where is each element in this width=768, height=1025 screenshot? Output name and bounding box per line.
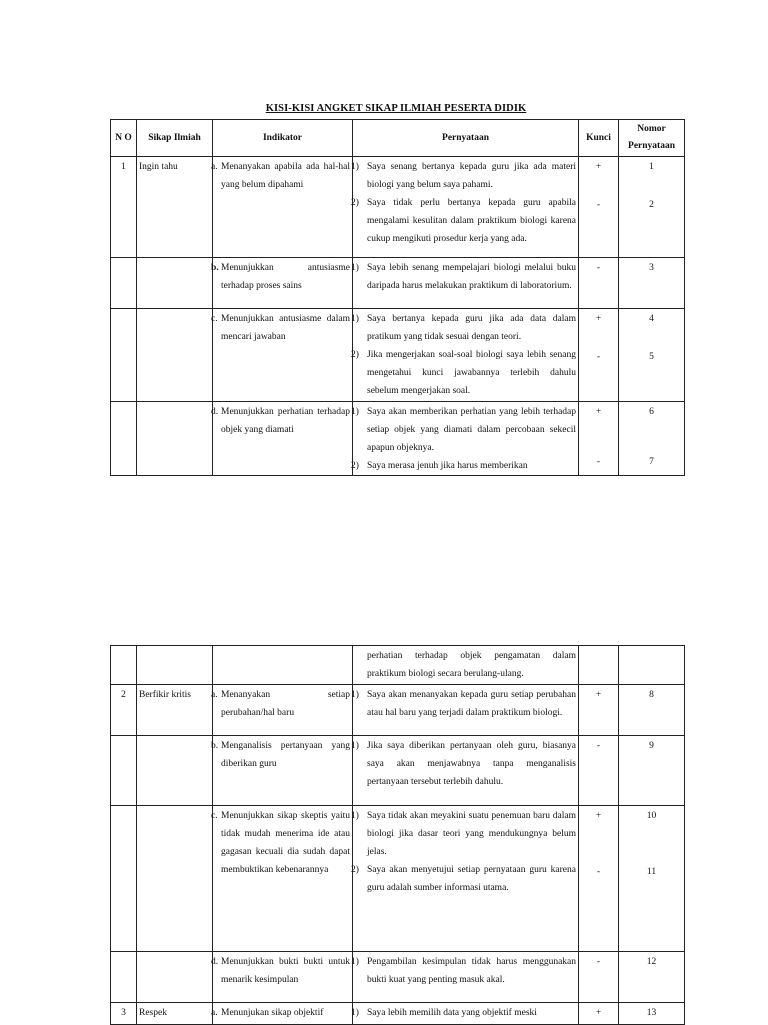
nomor-value: 13 [646, 1008, 657, 1018]
indikator-cell [213, 806, 353, 952]
kisi-table-part-1 [110, 119, 685, 476]
header-indikator: Indikator [213, 120, 353, 157]
header-sikap-ilmiah: Sikap Ilmiah [137, 120, 213, 157]
pernyataan-cell [353, 736, 579, 806]
indikator-text: Menunjukkan antusiasme terhadap proses sains [221, 263, 350, 291]
table-row [111, 646, 685, 685]
sikap-ilmiah: Berfikir kritis [137, 685, 213, 736]
kunci-value: - [596, 457, 601, 467]
statement-number: 1) [351, 162, 359, 172]
table-row [111, 402, 685, 476]
header-nomor-pernyataan: Nomor Pernyataan [619, 120, 685, 157]
statement-text: Saya tidak akan meyakini suatu penemuan baru dalam biologi jika dasar teori yang mendukungnya belum jelas. [367, 811, 576, 857]
nomor-value: 11 [646, 867, 657, 877]
pernyataan-cell [353, 258, 579, 309]
sikap-ilmiah: Ingin tahu [137, 157, 213, 258]
nomor-value: 4 [649, 314, 654, 324]
kunci-cell [579, 806, 619, 952]
statement-number: 2) [351, 865, 359, 875]
kunci-value: + [595, 1008, 602, 1018]
kunci-value: + [595, 811, 602, 821]
nomor-cell [619, 806, 685, 952]
statement-text: Saya lebih memilih data yang objektif meski [367, 1008, 537, 1018]
row-number: 1 [111, 157, 137, 258]
statement-text: Saya akan memberikan perhatian yang lebih terhadap setiap objek yang diamati dalam percobaan sekecil apapun objeknya. [367, 407, 576, 453]
indikator-text: Menunjukkan sikap skeptis yaitu tidak mudah menerima ide atau gagasan kecuali dia sudah dapat membuktikan kebenarannya [221, 811, 350, 875]
kunci-value: + [595, 314, 602, 324]
statement-number: 1) [351, 957, 359, 967]
statement-number: 2) [351, 461, 359, 471]
table-row [111, 309, 685, 402]
statement-number: 1) [351, 811, 359, 821]
kunci-value: - [596, 200, 601, 210]
header-row [111, 120, 685, 157]
indikator-text: Menunjukkan perhatian terhadap objek yang diamati [221, 407, 350, 435]
kunci-cell [579, 1003, 619, 1025]
nomor-cell [619, 685, 685, 736]
statement-text: Saya akan menyetujui setiap pernyataan guru karena guru adalah sumber informasi utama. [367, 865, 576, 893]
statement-text: Saya tidak perlu bertanya kepada guru apabila mengalami kesulitan dalam praktikum biologi karena cukup mengikuti prosedur kerja yang ada. [367, 198, 576, 244]
kunci-value: - [596, 867, 601, 877]
kunci-cell [579, 952, 619, 1003]
kunci-value: - [596, 957, 601, 967]
pernyataan-cell [353, 157, 579, 258]
indikator-letter: c. [211, 314, 218, 324]
indikator-cell [213, 685, 353, 736]
indikator-cell [213, 1003, 353, 1025]
kunci-cell [579, 309, 619, 402]
statement-number: 2) [351, 350, 359, 360]
statement-number: 1) [351, 1008, 359, 1018]
nomor-value: 12 [646, 957, 657, 967]
statement-text: perhatian terhadap objek pengamatan dalam praktikum biologi secara berulang-ulang. [367, 651, 576, 679]
nomor-value: 8 [649, 690, 654, 700]
kunci-cell [579, 402, 619, 476]
kunci-cell [579, 258, 619, 309]
indikator-text: Menunjukkan bukti bukti untuk menarik kesimpulan [221, 957, 350, 985]
kunci-cell [579, 157, 619, 258]
indikator-letter: a. [211, 162, 218, 172]
document-title: KISI-KISI ANGKET SIKAP ILMIAH PESERTA DIDIK [265, 103, 527, 114]
nomor-cell [619, 157, 685, 258]
pernyataan-cell [353, 1003, 579, 1025]
nomor-cell [619, 952, 685, 1003]
pernyataan-cell [353, 309, 579, 402]
table-row [111, 952, 685, 1003]
kunci-cell [579, 685, 619, 736]
statement-number: 1) [351, 690, 359, 700]
statement-text: Saya senang bertanya kepada guru jika ada materi biologi yang belum saya pahami. [367, 162, 576, 190]
indikator-cell [213, 402, 353, 476]
statement-number: 1) [351, 314, 359, 324]
indikator-text: Menanyakan setiap perubahan/hal baru [221, 690, 350, 718]
indikator-letter: a. [211, 1008, 218, 1018]
nomor-cell [619, 1003, 685, 1025]
indikator-text: Menunjukan sikap objektif [221, 1008, 324, 1018]
statement-number: 1) [351, 741, 359, 751]
nomor-value: 1 [649, 162, 654, 172]
nomor-value: 3 [649, 263, 654, 273]
statement-text: Saya lebih senang mempelajari biologi melalui buku daripada harus melakukan praktikum di laboratorium. [367, 263, 576, 291]
indikator-cell [213, 309, 353, 402]
table-row [111, 736, 685, 806]
kunci-value: - [596, 741, 601, 751]
nomor-cell [619, 402, 685, 476]
kunci-value: + [595, 690, 602, 700]
statement-text: Saya akan menanyakan kepada guru setiap perubahan atau hal baru yang terjadi dalam praktikum biologi. [367, 690, 576, 718]
indikator-letter: b. [211, 263, 219, 273]
statement-number: 1) [351, 263, 359, 273]
kunci-value: - [596, 263, 601, 273]
indikator-letter: a. [211, 690, 218, 700]
kunci-value: + [595, 407, 602, 417]
indikator-cell [213, 952, 353, 1003]
kisi-table-part-2 [110, 645, 685, 1025]
statement-text: Jika saya diberikan pertanyaan oleh guru, biasanya saya akan menjawabnya tanpa menganalisis pertanyaan tersebut terlebih dahulu. [367, 741, 576, 787]
nomor-cell [619, 309, 685, 402]
indikator-letter: c. [211, 811, 218, 821]
nomor-value: 9 [649, 741, 654, 751]
table-row [111, 685, 685, 736]
pernyataan-cell [353, 402, 579, 476]
sikap-ilmiah: Respek [137, 1003, 213, 1025]
table-row [111, 1003, 685, 1025]
nomor-value: 6 [649, 407, 654, 417]
table-row [111, 258, 685, 309]
row-number: 3 [111, 1003, 137, 1025]
pernyataan-cell [353, 685, 579, 736]
statement-number: 1) [351, 407, 359, 417]
indikator-text: Menunjukkan antusiasme dalam mencari jawaban [221, 314, 350, 342]
header-pernyataan: Pernyataan [353, 120, 579, 157]
header-no: N O [111, 120, 137, 157]
statement-number: 2) [351, 198, 359, 208]
kunci-cell [579, 736, 619, 806]
statement-text: Saya merasa jenuh jika harus memberikan [367, 461, 528, 471]
nomor-cell [619, 258, 685, 309]
table-row [111, 157, 685, 258]
indikator-letter: d. [211, 407, 219, 417]
indikator-cell [213, 157, 353, 258]
indikator-letter: d. [211, 957, 219, 967]
indikator-text: Menanyakan apabila ada hal-hal yang belum dipahami [221, 162, 350, 190]
table-row [111, 806, 685, 952]
pernyataan-cell [353, 952, 579, 1003]
indikator-text: Menganalisis pertanyaan yang diberikan guru [221, 741, 350, 769]
nomor-value: 7 [649, 457, 654, 467]
kunci-value: + [595, 162, 602, 172]
nomor-value: 2 [649, 200, 654, 210]
kunci-value: - [596, 352, 601, 362]
indikator-letter: b. [211, 741, 219, 751]
nomor-value: 10 [646, 811, 657, 821]
indikator-cell [213, 258, 353, 309]
nomor-value: 5 [649, 352, 654, 362]
statement-text: Pengambilan kesimpulan tidak harus menggunakan bukti kuat yang penting masuk akal. [367, 957, 576, 985]
statement-text: Jika mengerjakan soal-soal biologi saya lebih senang mengetahui kunci jawabannya terlebih dahulu sebelum mengerjakan soal. [367, 350, 576, 396]
indikator-cell [213, 736, 353, 806]
row-number: 2 [111, 685, 137, 736]
pernyataan-cell [353, 806, 579, 952]
header-kunci: Kunci [579, 120, 619, 157]
statement-text: Saya bertanya kepada guru jika ada data dalam pratikum yang tidak sesuai dengan teori. [367, 314, 576, 342]
nomor-cell [619, 736, 685, 806]
pernyataan-cell [353, 646, 579, 685]
